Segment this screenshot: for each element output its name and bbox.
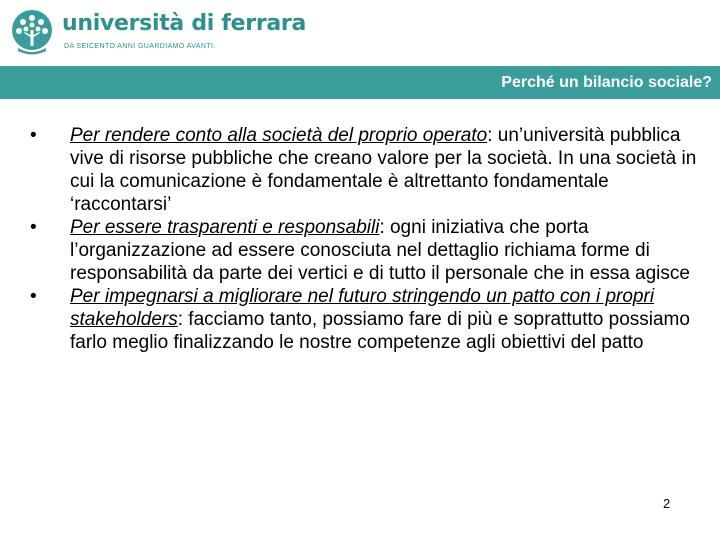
bullet-text: : facciamo tanto, possiamo fare di più e soprattutto possiamo farlo meglio finalizzando le nostre competenze agli obiettivi del patto [70, 309, 690, 353]
bullet-item [30, 285, 710, 354]
university-logo [6, 6, 307, 62]
bullet-marker: • [30, 217, 37, 238]
logo-tagline: DA SEICENTO ANNI GUARDIAMO AVANTI. [64, 43, 216, 50]
bullet-item [30, 216, 710, 285]
bullet-lead: Per impegnarsi a migliorare nel futuro stringendo un patto con i propri stakeholders [70, 286, 655, 330]
bullet-item [30, 124, 710, 216]
bullet-list [30, 124, 710, 354]
tree-icon [8, 8, 56, 58]
slide-title: Perché un bilancio sociale? [501, 74, 712, 91]
page-number: 2 [663, 496, 671, 511]
bullet-text: : un’università pubblica vive di risorse pubbliche che creano valore per la società. In una società in cui la comunicazione è fondamentale è altrettanto fondamentale ‘raccontarsi’ [70, 125, 697, 215]
bullet-lead: Per essere trasparenti e responsabili [70, 217, 380, 238]
bullet-marker: • [30, 286, 37, 307]
title-bar [0, 66, 720, 99]
bullet-text: : ogni iniziativa che porta l’organizzazione ad essere conosciuta nel dettaglio richiama forme di responsabilità da parte dei vertici e di tutto il personale che in essa agisce [70, 217, 690, 284]
logo-name: università di ferrara [62, 11, 307, 36]
bullet-lead: Per rendere conto alla società del proprio operato [70, 125, 488, 146]
bullet-marker: • [30, 125, 37, 146]
